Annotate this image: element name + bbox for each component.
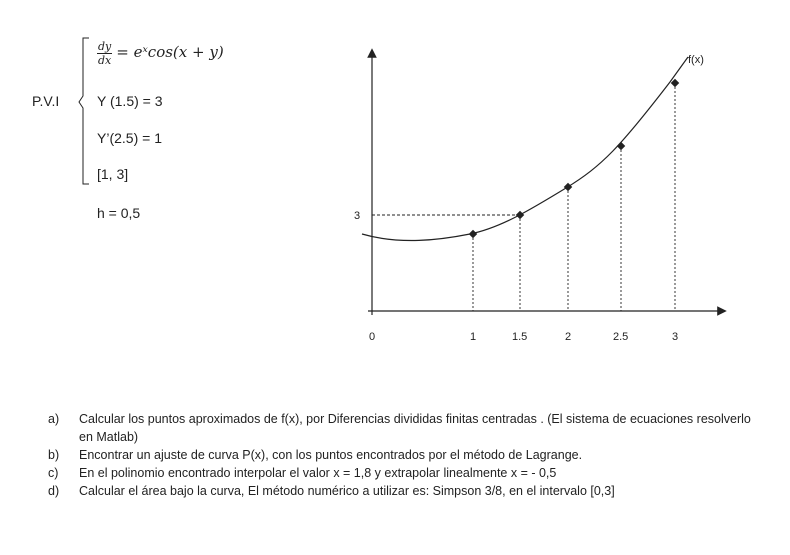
x-tick-labels bbox=[369, 331, 678, 343]
ode-equation bbox=[97, 40, 224, 67]
data-point bbox=[516, 211, 524, 219]
data-point bbox=[617, 142, 625, 150]
condition-2: Y’(2.5) = 1 bbox=[97, 130, 162, 146]
question-text: Encontrar un ajuste de curva P(x), con los puntos encontrados por el método de Lagrange. bbox=[79, 448, 583, 462]
question-text: Calcular los puntos aproximados de f(x), por Diferencias divididas finitas centradas . (El sistema de ecuaciones resolverlo en Matlab) bbox=[79, 412, 751, 444]
question-marker: d) bbox=[48, 484, 60, 498]
step-size: h = 0,5 bbox=[97, 205, 141, 221]
x-tick-label: 0 bbox=[369, 331, 376, 343]
curve-fx bbox=[362, 57, 688, 241]
fraction-numerator: dy bbox=[98, 40, 112, 53]
question-text: En el polinomio encontrado interpolar el valor x = 1,8 y extrapolar linealmente x = - 0,5 bbox=[79, 466, 557, 480]
data-point bbox=[469, 230, 477, 238]
question-marker: c) bbox=[48, 466, 59, 480]
question-item bbox=[48, 410, 768, 446]
derivative-fraction bbox=[97, 40, 112, 67]
left-bracket bbox=[77, 36, 91, 186]
condition-1: Y (1.5) = 3 bbox=[97, 93, 163, 109]
ode-rhs: = eˣcos(x + y) bbox=[116, 43, 224, 62]
question-list bbox=[48, 410, 768, 500]
question-item bbox=[48, 446, 768, 464]
x-tick-label: 1 bbox=[470, 331, 477, 343]
drop-lines bbox=[473, 83, 675, 311]
curve-label: f(x) bbox=[688, 54, 704, 66]
x-tick-label: 2 bbox=[565, 331, 572, 343]
pvi-label: P.V.I bbox=[32, 93, 60, 109]
fraction-denominator: dx bbox=[98, 54, 112, 67]
x-tick-label: 2.5 bbox=[613, 331, 629, 343]
x-tick-label: 3 bbox=[672, 331, 679, 343]
question-marker: b) bbox=[48, 448, 60, 462]
data-point bbox=[564, 183, 572, 191]
question-item bbox=[48, 482, 768, 500]
question-marker: a) bbox=[48, 412, 60, 426]
data-points bbox=[469, 79, 679, 238]
question-text: Calcular el área bajo la curva, El método numérico a utilizar es: Simpson 3/8, en el intervalo [0,3] bbox=[79, 484, 615, 498]
question-item bbox=[48, 464, 768, 482]
interval: [1, 3] bbox=[97, 166, 129, 182]
y-tick-label: 3 bbox=[354, 210, 361, 222]
function-chart bbox=[330, 35, 730, 355]
chart-svg bbox=[330, 35, 730, 355]
x-tick-label: 1.5 bbox=[512, 331, 528, 343]
